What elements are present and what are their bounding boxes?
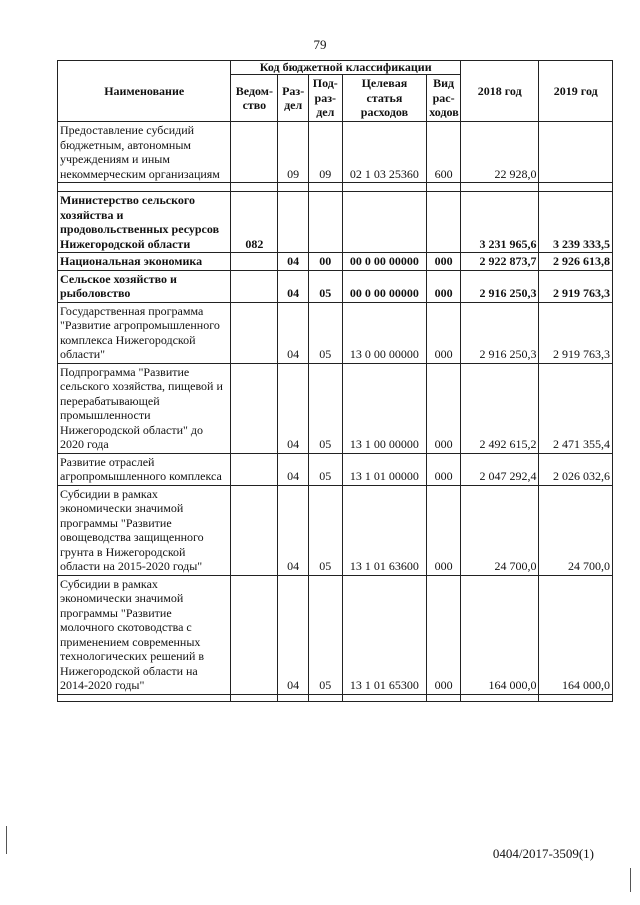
cell-vedomstvo bbox=[231, 363, 278, 453]
header-2019: 2019 год bbox=[539, 61, 613, 122]
empty-cell bbox=[460, 183, 539, 192]
cell-name: Министерство сельского хозяйства и продовольственных ресурсов Нижегородской области bbox=[58, 192, 231, 253]
table-row bbox=[58, 575, 613, 694]
header-podrazdel: Под- раз- дел bbox=[308, 75, 342, 122]
cell-2019: 164 000,0 bbox=[539, 575, 613, 694]
cell-expense-type: 600 bbox=[427, 122, 461, 183]
cell-2018: 2 916 250,3 bbox=[460, 270, 539, 302]
header-razdel: Раз- дел bbox=[278, 75, 309, 122]
cell-razdel: 04 bbox=[278, 270, 309, 302]
empty-cell bbox=[58, 694, 231, 701]
cell-razdel: 04 bbox=[278, 575, 309, 694]
cell-name: Подпрограмма "Развитие сельского хозяйства, пищевой и перерабатывающей промышленности Нижегородской области" до 2020 года bbox=[58, 363, 231, 453]
header-expense-type: Вид рас- ходов bbox=[427, 75, 461, 122]
cell-target-article: 00 0 00 00000 bbox=[342, 253, 427, 271]
cell-podrazdel: 05 bbox=[308, 363, 342, 453]
cell-2019: 2 471 355,4 bbox=[539, 363, 613, 453]
cell-target-article bbox=[342, 192, 427, 253]
cell-2019: 2 919 763,3 bbox=[539, 270, 613, 302]
empty-cell bbox=[539, 694, 613, 701]
cell-target-article: 13 1 01 00000 bbox=[342, 453, 427, 485]
cell-name: Субсидии в рамках экономически значимой программы "Развитие овощеводства защищенного грунта в Нижегородской области на 2015-2020 годы" bbox=[58, 485, 231, 575]
cell-razdel bbox=[278, 192, 309, 253]
cell-2018: 24 700,0 bbox=[460, 485, 539, 575]
table-row bbox=[58, 485, 613, 575]
table-row bbox=[58, 183, 613, 192]
empty-cell bbox=[308, 183, 342, 192]
cell-podrazdel: 05 bbox=[308, 453, 342, 485]
empty-cell bbox=[539, 183, 613, 192]
cell-podrazdel: 09 bbox=[308, 122, 342, 183]
cell-2018: 164 000,0 bbox=[460, 575, 539, 694]
cell-2019: 2 926 613,8 bbox=[539, 253, 613, 271]
cell-razdel: 09 bbox=[278, 122, 309, 183]
cell-expense-type: 000 bbox=[427, 302, 461, 363]
cell-expense-type: 000 bbox=[427, 253, 461, 271]
cell-vedomstvo bbox=[231, 302, 278, 363]
header-2018: 2018 год bbox=[460, 61, 539, 122]
empty-cell bbox=[308, 694, 342, 701]
cell-2018: 2 916 250,3 bbox=[460, 302, 539, 363]
empty-cell bbox=[278, 183, 309, 192]
cell-vedomstvo bbox=[231, 270, 278, 302]
cell-2019: 2 919 763,3 bbox=[539, 302, 613, 363]
empty-cell bbox=[427, 694, 461, 701]
cell-razdel: 04 bbox=[278, 453, 309, 485]
cell-target-article: 02 1 03 25360 bbox=[342, 122, 427, 183]
empty-cell bbox=[460, 694, 539, 701]
table-row bbox=[58, 453, 613, 485]
cell-expense-type: 000 bbox=[427, 363, 461, 453]
cell-2019 bbox=[539, 122, 613, 183]
cell-2019: 24 700,0 bbox=[539, 485, 613, 575]
cell-expense-type: 000 bbox=[427, 575, 461, 694]
table-row bbox=[58, 270, 613, 302]
header-name: Наименование bbox=[58, 61, 231, 122]
cell-2018: 2 492 615,2 bbox=[460, 363, 539, 453]
cell-name: Предоставление субсидий бюджетным, автономным учреждениям и иным некоммерческим организациям bbox=[58, 122, 231, 183]
cell-razdel: 04 bbox=[278, 363, 309, 453]
table-row bbox=[58, 302, 613, 363]
table-row bbox=[58, 192, 613, 253]
table-row bbox=[58, 122, 613, 183]
empty-cell bbox=[427, 183, 461, 192]
cell-name: Национальная экономика bbox=[58, 253, 231, 271]
cell-vedomstvo bbox=[231, 122, 278, 183]
table-row bbox=[58, 253, 613, 271]
cell-podrazdel: 05 bbox=[308, 485, 342, 575]
empty-cell bbox=[58, 183, 231, 192]
scan-edge-mark bbox=[630, 868, 631, 892]
cell-expense-type: 000 bbox=[427, 453, 461, 485]
cell-2018: 22 928,0 bbox=[460, 122, 539, 183]
empty-cell bbox=[342, 183, 427, 192]
cell-2019: 2 026 032,6 bbox=[539, 453, 613, 485]
empty-cell bbox=[231, 183, 278, 192]
cell-razdel: 04 bbox=[278, 485, 309, 575]
cell-name: Субсидии в рамках экономически значимой программы "Развитие молочного скотоводства с применением современных технологических решений в Нижегородской области на 2014-2020 годы" bbox=[58, 575, 231, 694]
empty-cell bbox=[231, 694, 278, 701]
cell-name: Сельское хозяйство и рыболовство bbox=[58, 270, 231, 302]
cell-vedomstvo bbox=[231, 453, 278, 485]
scan-edge-mark bbox=[6, 826, 7, 854]
cell-razdel: 04 bbox=[278, 253, 309, 271]
cell-target-article: 13 0 00 00000 bbox=[342, 302, 427, 363]
cell-podrazdel: 00 bbox=[308, 253, 342, 271]
cell-target-article: 13 1 01 63600 bbox=[342, 485, 427, 575]
cell-2018: 2 047 292,4 bbox=[460, 453, 539, 485]
cell-name: Развитие отраслей агропромышленного комплекса bbox=[58, 453, 231, 485]
cell-expense-type: 000 bbox=[427, 270, 461, 302]
cell-2019: 3 239 333,5 bbox=[539, 192, 613, 253]
cell-2018: 3 231 965,6 bbox=[460, 192, 539, 253]
cell-vedomstvo bbox=[231, 575, 278, 694]
cell-podrazdel: 05 bbox=[308, 575, 342, 694]
page-number: 79 bbox=[313, 37, 327, 52]
cell-name: Государственная программа "Развитие агропромышленного комплекса Нижегородской области" bbox=[58, 302, 231, 363]
cell-vedomstvo: 082 bbox=[231, 192, 278, 253]
cell-vedomstvo bbox=[231, 485, 278, 575]
cell-target-article: 13 1 00 00000 bbox=[342, 363, 427, 453]
cell-podrazdel: 05 bbox=[308, 270, 342, 302]
header-vedomstvo: Ведом- ство bbox=[231, 75, 278, 122]
cell-target-article: 13 1 01 65300 bbox=[342, 575, 427, 694]
cell-razdel: 04 bbox=[278, 302, 309, 363]
header-classification-group: Код бюджетной классификации bbox=[231, 61, 461, 75]
cell-podrazdel bbox=[308, 192, 342, 253]
cell-podrazdel: 05 bbox=[308, 302, 342, 363]
table-row bbox=[58, 363, 613, 453]
cell-vedomstvo bbox=[231, 253, 278, 271]
cell-expense-type: 000 bbox=[427, 485, 461, 575]
table-row bbox=[58, 694, 613, 701]
cell-expense-type bbox=[427, 192, 461, 253]
empty-cell bbox=[342, 694, 427, 701]
budget-table bbox=[57, 60, 613, 702]
cell-target-article: 00 0 00 00000 bbox=[342, 270, 427, 302]
cell-2018: 2 922 873,7 bbox=[460, 253, 539, 271]
empty-cell bbox=[278, 694, 309, 701]
header-target-article: Целевая статья расходов bbox=[342, 75, 427, 122]
document-code: 0404/2017-3509(1) bbox=[492, 846, 594, 861]
